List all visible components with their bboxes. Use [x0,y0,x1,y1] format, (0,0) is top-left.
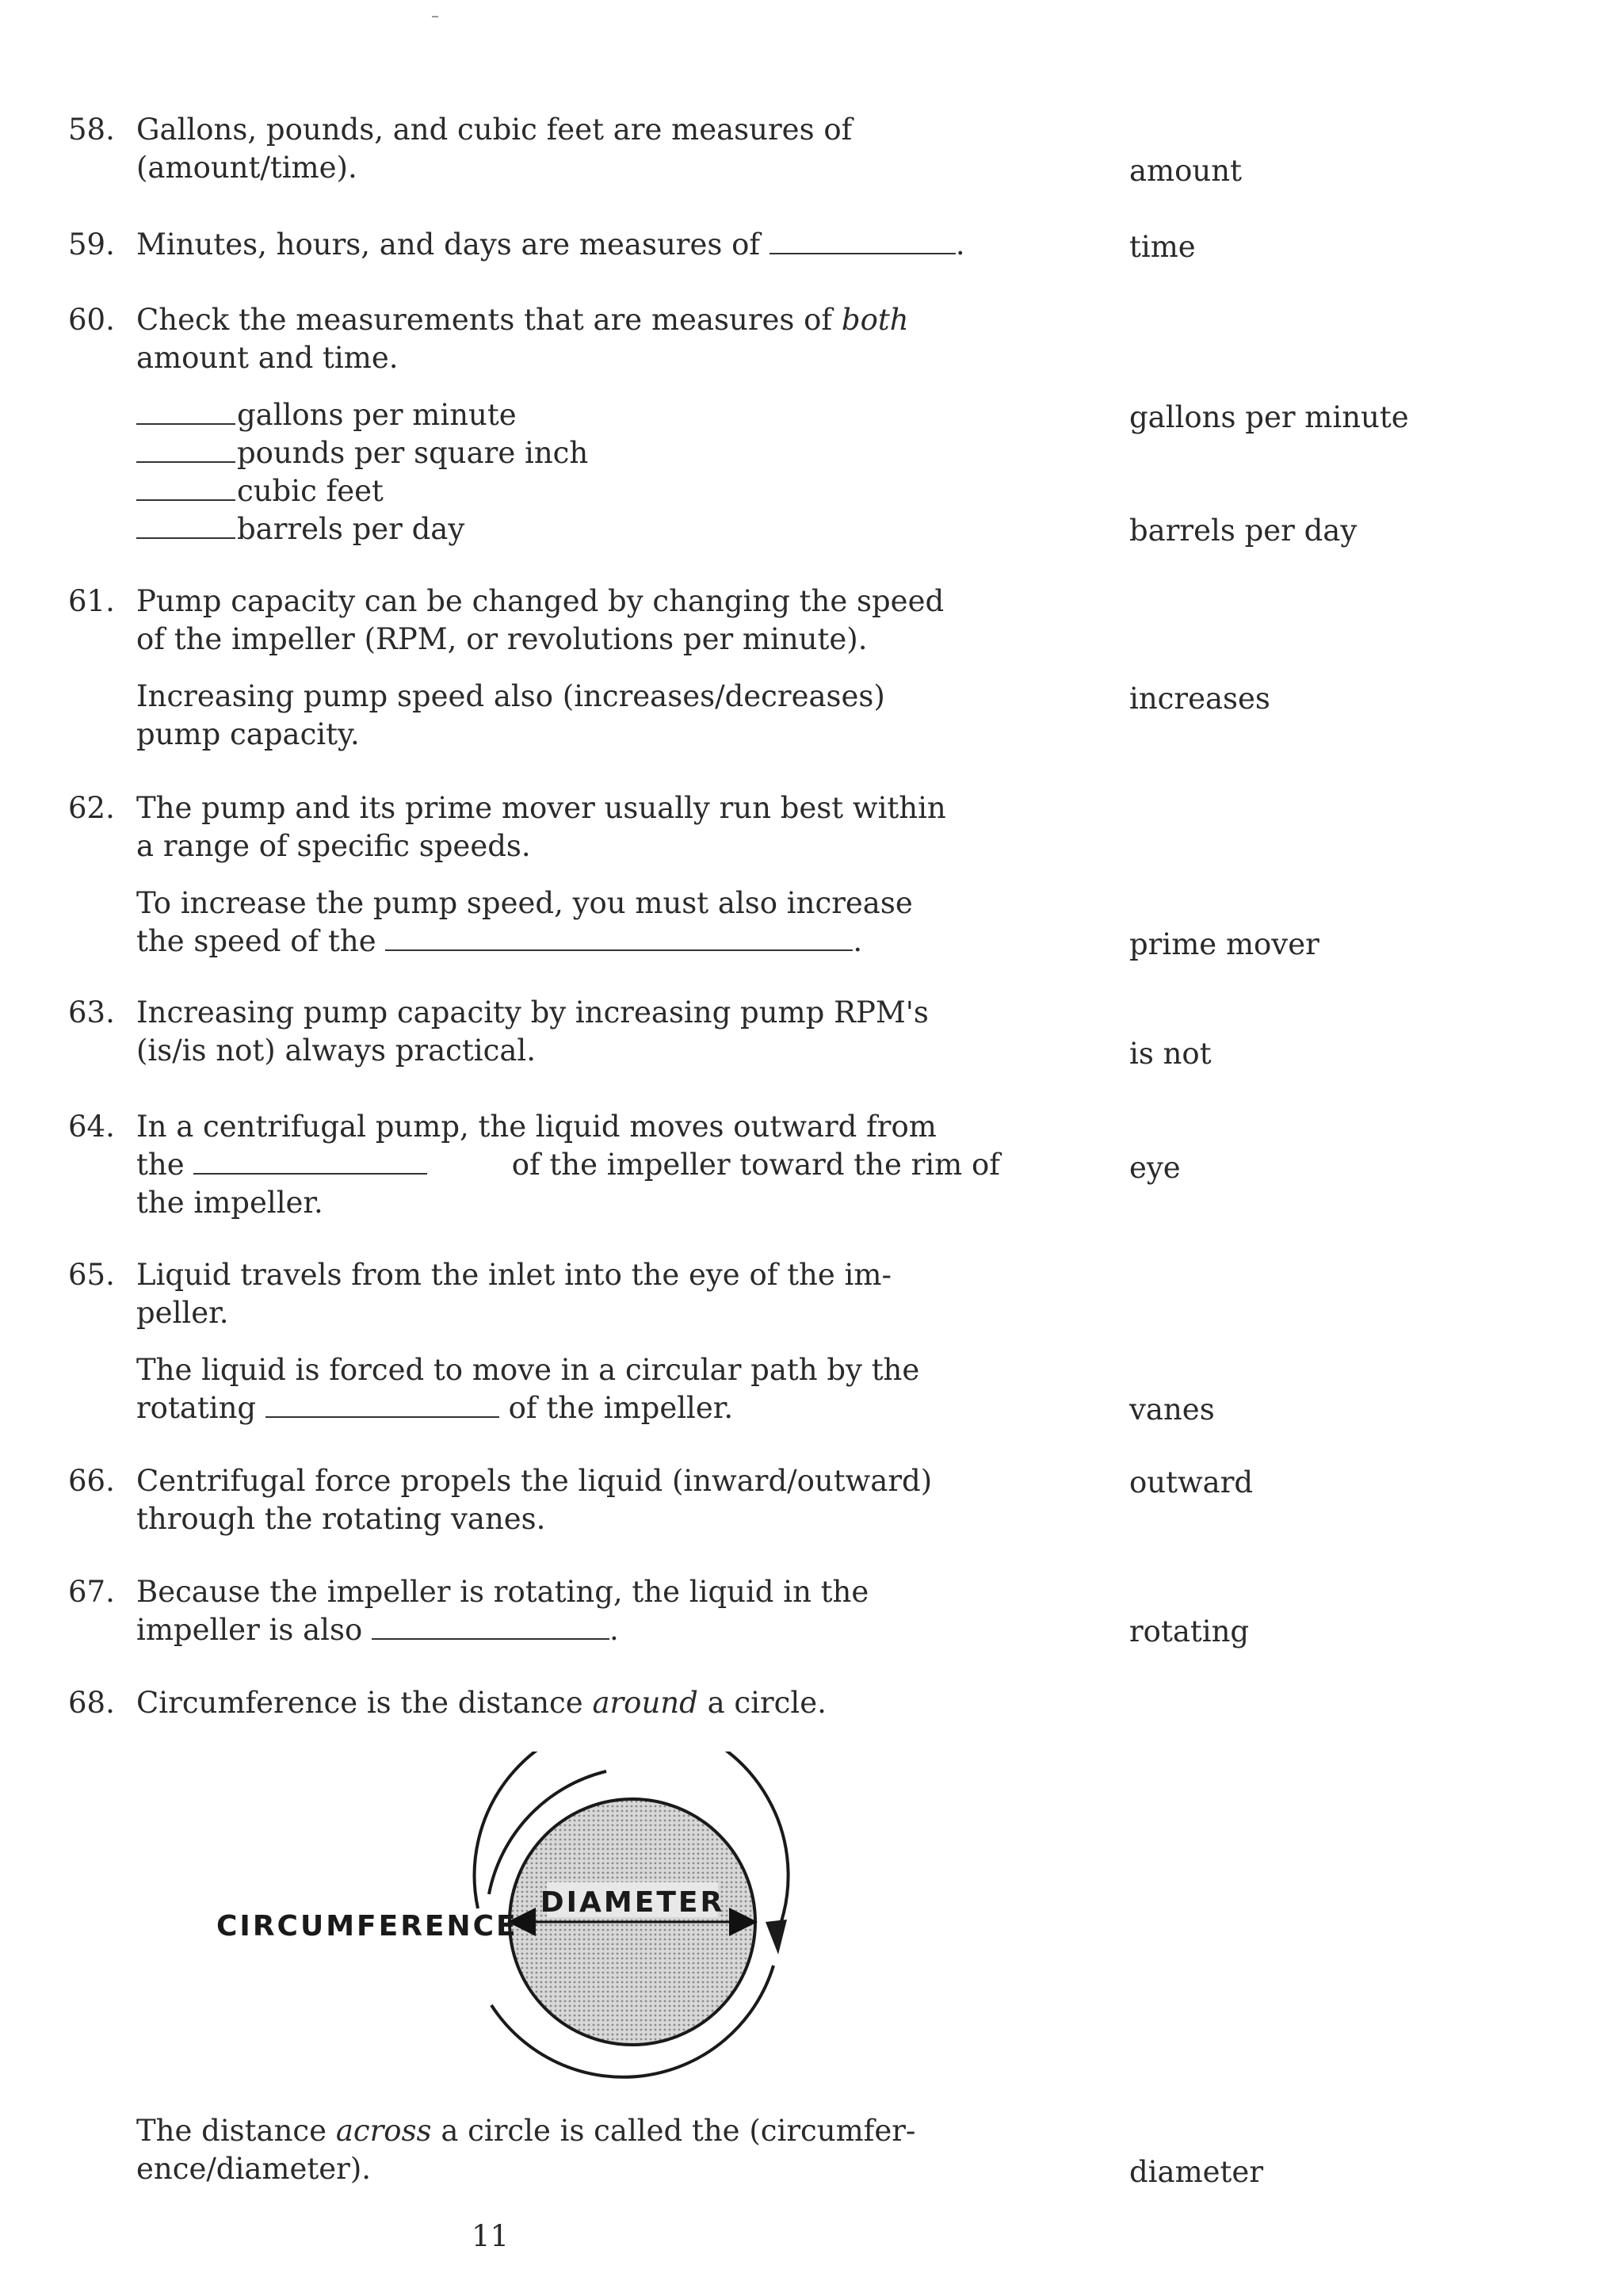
answer-blank[interactable] [372,1618,609,1640]
scan-mark [432,16,438,17]
question-number: 61. [68,584,115,618]
answer-60b: barrels per day [1129,514,1358,548]
question-number: 63. [68,995,115,1030]
question-60: 60. Check the measurements that are measures of both amount and time. gallons per minute pounds per square inch cubic feet barrels per day [68,301,940,548]
check-option: pounds per square inch [136,434,1000,472]
question-63: 63. Increasing pump capacity by increasing pump RPM's (is/is not) always practical. [68,995,929,1068]
question-number: 62. [68,791,115,825]
circle-diagram [206,1752,919,2084]
question-number: 59. [68,227,115,262]
question-number: 64. [68,1110,115,1144]
question-number: 66. [68,1464,115,1498]
answer-60a: gallons per minute [1129,400,1409,434]
answer-blank[interactable] [193,1152,427,1175]
answer-58: amount [1129,154,1242,188]
question-number: 65. [68,1258,115,1292]
question-number: 60. [68,303,115,337]
check-blank[interactable] [136,476,235,501]
question-number: 67. [68,1575,115,1609]
question-67: 67. Because the impeller is rotating, the liquid in the impeller is also . [68,1575,869,1647]
question-text: Minutes, hours, and days are measures of [136,227,761,262]
answer-59: time [1129,230,1196,264]
check-option: barrels per day [136,510,1000,548]
question-65: 65. Liquid travels from the inlet into the eye of the im- peller. The liquid is forced to move in a circular path by the rotating of the impeller. [68,1258,920,1425]
circumference-arrowhead [766,1920,787,1954]
answer-65: vanes [1129,1392,1215,1427]
question-number: 68. [68,1686,115,1720]
answer-68: diameter [1129,2155,1264,2189]
question-59: 59. Minutes, hours, and days are measures of . [68,226,940,264]
check-blank[interactable] [136,399,235,425]
question-number: 58. [68,113,115,147]
answer-64: eye [1129,1151,1181,1185]
check-blank[interactable] [136,514,235,539]
question-64: 64. In a centrifugal pump, the liquid moves outward from the of the impeller toward the rim of the impeller. [68,1110,1000,1220]
question-68-part2: The distance across a circle is called the (circumfer- ence/diameter). [136,2114,916,2186]
page-number: 11 [472,2219,510,2253]
answer-63: is not [1129,1037,1212,1071]
answer-61: increases [1129,682,1270,716]
question-line: (amount/time). [136,151,357,185]
answer-blank[interactable] [769,232,956,254]
answer-66: outward [1129,1465,1254,1499]
question-61: 61. Pump capacity can be changed by changing the speed of the impeller (RPM, or revolutions per minute). Increasing pump speed also (increases/decreases) pump capacity. [68,584,945,751]
answer-blank[interactable] [265,1396,499,1418]
question-58 [68,111,940,187]
check-option: gallons per minute [136,396,1000,434]
question-68: 68. Circumference is the distance around a circle. [68,1684,940,1722]
check-blank[interactable] [136,437,235,463]
question-62: 62. The pump and its prime mover usually run best within a range of specific speeds. To increase the pump speed, you must also increase the speed of the . [68,791,946,958]
question-66: 66. Centrifugal force propels the liquid (inward/outward) through the rotating vanes. [68,1464,933,1536]
check-option: cubic feet [136,472,1000,510]
question-line: Gallons, pounds, and cubic feet are measures of [136,113,853,147]
answer-blank[interactable] [385,929,853,951]
answer-67: rotating [1129,1614,1250,1648]
circumference-label: CIRCUMFERENCE [216,1910,518,1943]
answer-62: prime mover [1129,927,1319,961]
check-list [136,396,1000,548]
diameter-label: DIAMETER [540,1886,725,1919]
